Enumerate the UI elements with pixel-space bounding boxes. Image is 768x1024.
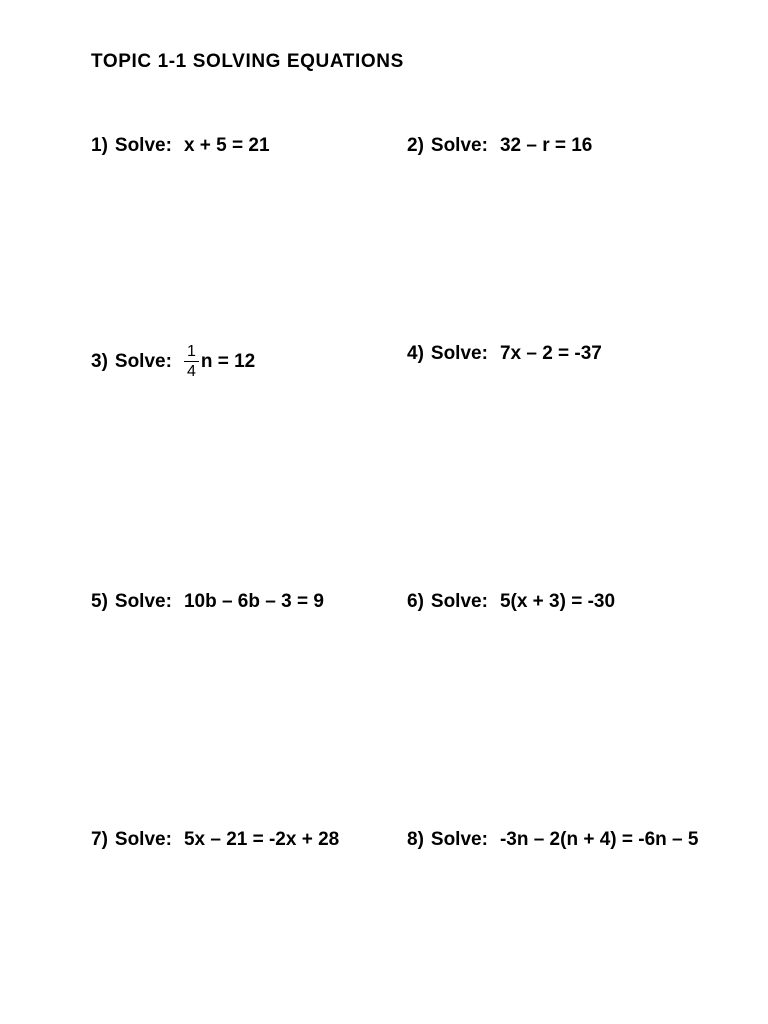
problem-instruction: Solve: bbox=[114, 829, 172, 850]
problem-7 bbox=[91, 829, 339, 851]
problem-5 bbox=[91, 591, 324, 613]
problem-8 bbox=[407, 829, 698, 851]
problem-instruction: Solve: bbox=[114, 135, 172, 156]
problem-number: 5) bbox=[91, 591, 108, 612]
problem-instruction: Solve: bbox=[114, 350, 172, 372]
problem-equation: 7x – 2 = -37 bbox=[499, 343, 602, 364]
problem-number: 2) bbox=[407, 135, 424, 156]
problem-instruction: Solve: bbox=[430, 135, 488, 156]
problem-4 bbox=[407, 343, 602, 365]
worksheet-title: TOPIC 1-1 SOLVING EQUATIONS bbox=[91, 51, 404, 72]
problem-1 bbox=[91, 135, 270, 157]
problem-6 bbox=[407, 591, 615, 613]
problem-number: 3) bbox=[91, 350, 108, 372]
problem-2 bbox=[407, 135, 592, 157]
problem-equation: 10b – 6b – 3 = 9 bbox=[183, 591, 324, 612]
problem-instruction: Solve: bbox=[430, 591, 488, 612]
fraction-numerator: 1 bbox=[184, 343, 199, 362]
problem-instruction: Solve: bbox=[114, 591, 172, 612]
problem-3 bbox=[91, 343, 255, 380]
problem-equation: x + 5 = 21 bbox=[183, 135, 270, 156]
fraction-denominator: 4 bbox=[186, 363, 196, 380]
problem-equation: n = 12 bbox=[200, 350, 256, 372]
problem-equation: 32 – r = 16 bbox=[499, 135, 593, 156]
problem-number: 7) bbox=[91, 829, 108, 850]
problem-instruction: Solve: bbox=[430, 343, 488, 364]
problem-number: 8) bbox=[407, 829, 424, 850]
problem-number: 4) bbox=[407, 343, 424, 364]
problem-number: 6) bbox=[407, 591, 424, 612]
problem-number: 1) bbox=[91, 135, 108, 156]
problem-equation: 5(x + 3) = -30 bbox=[499, 591, 616, 612]
fraction bbox=[184, 343, 199, 380]
problem-equation: 5x – 21 = -2x + 28 bbox=[183, 829, 340, 850]
problem-equation: -3n – 2(n + 4) = -6n – 5 bbox=[499, 829, 699, 850]
problem-instruction: Solve: bbox=[430, 829, 488, 850]
